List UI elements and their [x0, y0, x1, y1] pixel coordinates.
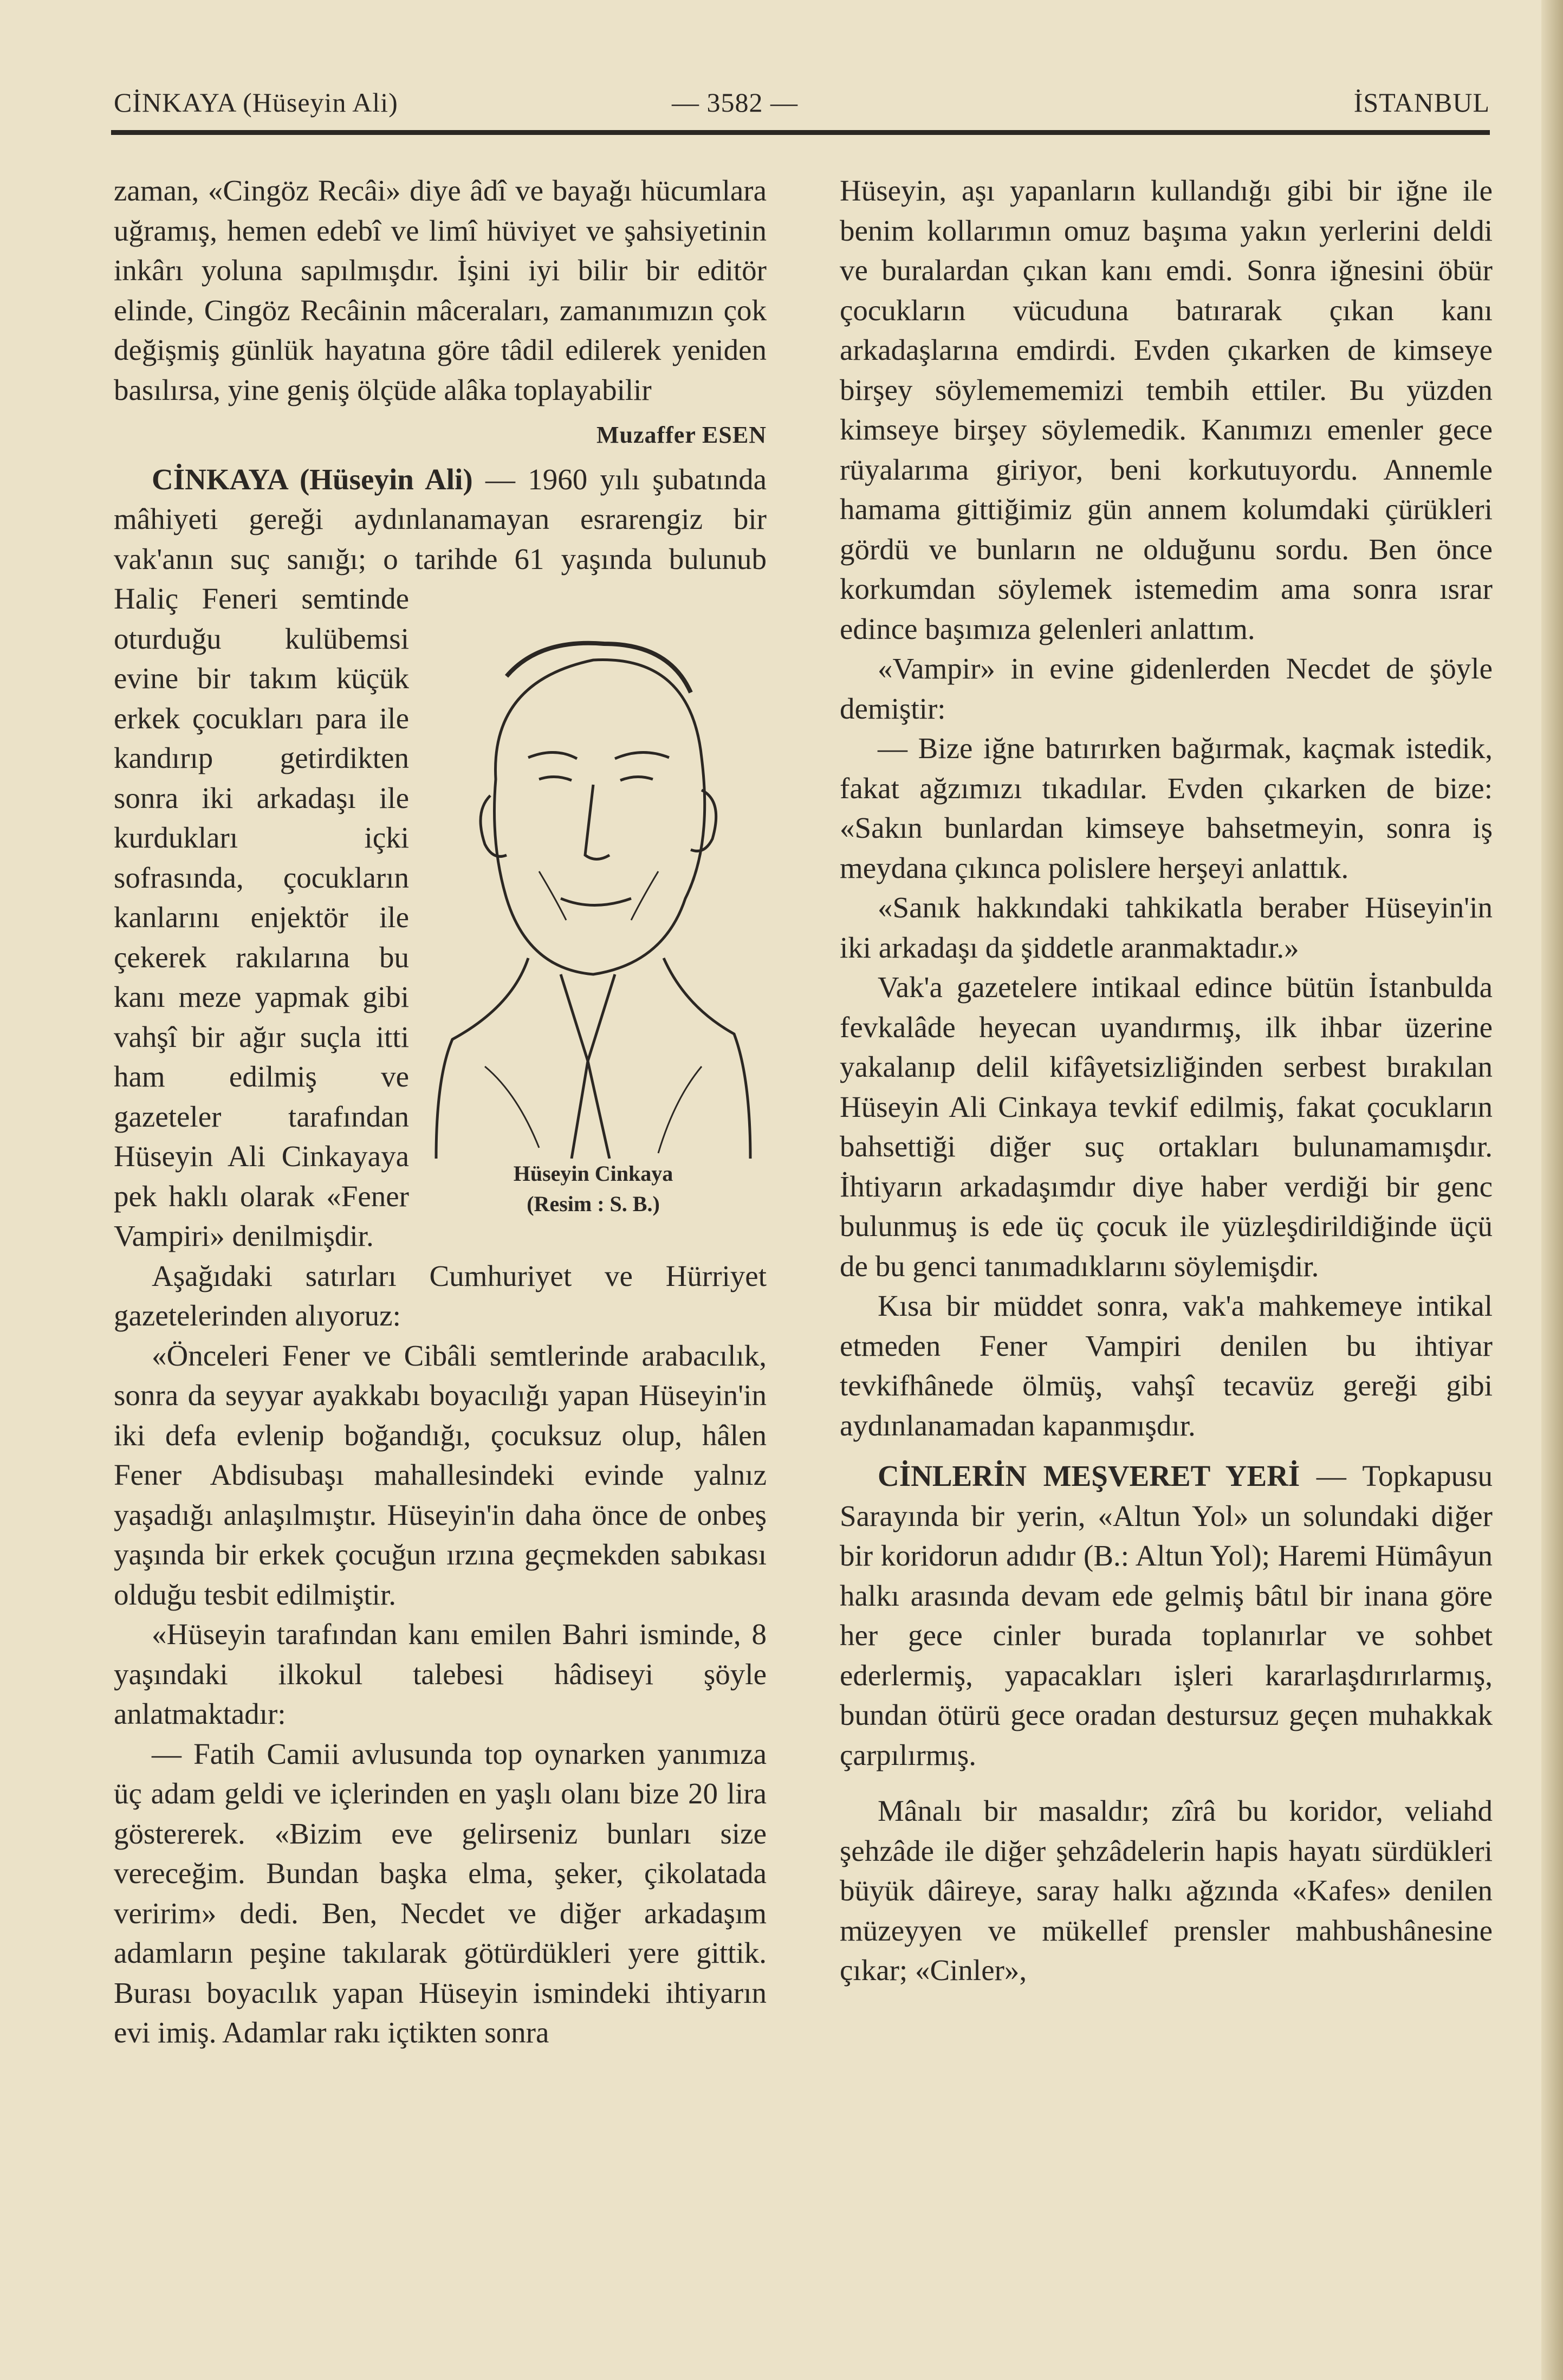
- paragraph: — Bize iğne batırırken bağırmak, kaçmak istedik, fakat ağzımızı tıkadılar. Evden çıkarken de bize: «Sakın bunlardan kimseye bahsetmeyin, sonra iş meydana çıkınca polislere herşeyi anlattık.: [840, 732, 1493, 884]
- page-number: — 3582 —: [672, 87, 798, 118]
- entry-text: — 1960 yılı şubatında mâhiyeti gereği aydınlanamayan esrarengiz bir vak'anın suç sanığı; o tarihde 61 yaşında bulunub Haliç Feneri semtinde oturduğu kulübemsi evine bir takım küçük erkek çocukları para ile kandırıp getirdikten sonra iki arkadaşı ile kurdukları içki sofrasında, çocukların kanlarını enjektör ile çekerek rakılarına bu kanı meze yapmak gibi vahşî bir ağır suçla itti ham edilmiş ve gazeteler tarafından Hüseyin Ali Cinkayaya pek haklı olarak «Fener Vampiri» denilmişdir.: [114, 462, 767, 1252]
- portrait-figure: [420, 460, 767, 1240]
- right-column: [840, 171, 1493, 1990]
- author-signature: Muzaffer ESEN: [596, 422, 767, 448]
- paragraph: «Önceleri Fener ve Cibâli semtlerinde arabacılık, sonra da seyyar ayakkabı boyacılığı yapan Hüseyin'in iki defa evlenip boğandığı, çocuksuz olup, hâlen Fener Abdisubaşı mahallesindeki evinde yalnız yaşadığı anlaşılmıştır. Hüseyin'in daha önce de onbeş yaşında bir erkek çocuğun ırzına geçmekden sabıkası olduğu tesbit edilmiştir.: [114, 1338, 767, 1611]
- portrait-caption-credit: (Resim : S. B.): [527, 1191, 660, 1216]
- paragraph: Kısa bir müddet sonra, vak'a mahkemeye intikal etmeden Fener Vampiri denilen bu ihtiyar tevkifhânede ölmüş, vahşî tecavüz gereği gibi aydınlanamadan kapanmışdır.: [840, 1289, 1493, 1442]
- paragraph: «Vampir» in evine gidenlerden Necdet de şöyle demiştir:: [840, 652, 1493, 725]
- header-city: İSTANBUL: [1353, 87, 1490, 118]
- entry-title: CİNLERİN MEŞVERET YERİ: [878, 1459, 1300, 1492]
- header-rule: [111, 130, 1490, 135]
- entry-paragraph: [114, 460, 767, 1256]
- paragraph: Vak'a gazetelere intikaal edince bütün İstanbulda fevkalâde heyecan uyandırmış, ilk ihbar üzerine yakalanıp delil kifâyetsizliğinden serbest bırakılan Hüseyin Ali Cinkaya tevkif edilmiş, fakat çocukların bahsettiği diğer suç ortakları bulunamamışdır. İhtiyarın arkadaşımdır diye haber verdiği bir genc bulunmuş is ede üç çocuk ile yüzleşdirildiğinde üçü de bu genci tanımadıklarını söylemişdir.: [840, 971, 1493, 1283]
- entry-text: — Topkapusu Sarayında bir yerin, «Altun Yol» un solundaki diğer bir koridorun adıdır (B.: Altun Yol); Haremi Hümâyun halkı arasında devam ede gelmiş bâtıl bir inana göre her gece cinler burada toplanırlar ve sohbet ederlermiş, yapacakları işleri kararlaşdırırlarmış, bundan ötürü gece oradan destursuz geçen muhakkak çarpılırmış.: [840, 1459, 1493, 1771]
- paragraph: Aşağıdaki satırları Cumhuriyet ve Hürriyet gazetelerinden alıyoruz:: [114, 1259, 767, 1332]
- paragraph: — Fatih Camii avlusunda top oynarken yanımıza üç adam geldi ve içlerinden en yaşlı olanı bize 20 lira göstererek. «Bizim eve gelirseniz bunları size vereceğim. Bundan başka elma, şeker, çikolatada veririm» dedi. Ben, Necdet ve diğer arkadaşım adamların peşine takılarak götürdükleri yere gittik. Burası boyacılık yapan Hüseyin ismindeki ihtiyarın evi imiş. Adamlar rakı içtikten sonra: [114, 1737, 767, 2049]
- running-header: [114, 87, 1490, 125]
- left-column: [114, 171, 767, 2053]
- paragraph: «Sanık hakkındaki tahkikatla beraber Hüseyin'in iki arkadaşı da şiddetle aranmaktadır.»: [840, 891, 1493, 964]
- entry-paragraph: [840, 1456, 1493, 1775]
- paragraph: zaman, «Cingöz Recâi» diye âdî ve bayağı hücumlara uğramış, hemen edebî ve limî hüviyet ve şahsiyetinin inkârı yoluna sapılmışdır. İşini iyi bilir bir editör elinde, Cingöz Recâinin mâceraları, zamanımızın çok değişmiş günlük hayatına göre tâdil edilerek yeniden basılırsa, yine geniş ölçüde alâka toplayabilir: [114, 174, 767, 406]
- entry-title: CİNKAYA (Hüseyin Ali): [152, 462, 473, 496]
- paragraph: Hüseyin, aşı yapanların kullandığı gibi bir iğne ile benim kollarımın omuz başıma yakın yerlerini deldi ve buralardan çıkan kanı emdi. Sonra iğnesini öbür çocukların vücuduna batırarak çıkan kanı arkadaşlarına emdirdi. Evden çıkarken de kimseye birşey söylemememizi tembih ettiler. Bu yüzden kimseye birşey söylemedik. Kanımızı emenler gece rüyalarıma giriyor, beni korkutuyordu. Annemle hamama gittiğimiz gün annem kolumdaki çürükleri gördü ve bunların ne olduğunu sordu. Ben önce korkumdan söylemek istemedim ama sonra ısrar edince başımıza gelenleri anlattım.: [840, 174, 1493, 645]
- portrait-sketch: [431, 617, 756, 1159]
- page-edge: [1541, 0, 1563, 2380]
- paragraph: «Hüseyin tarafından kanı emilen Bahri isminde, 8 yaşındaki ilkokul talebesi hâdiseyi şöyle anlatmaktadır:: [114, 1618, 767, 1730]
- paragraph: Mânalı bir masaldır; zîrâ bu koridor, veliahd şehzâde ile diğer şehzâdelerin hapis hayatı sürdükleri büyük dâireye, saray halkı ağzında «Kafes» denilen müzeyyen ve mükellef prensler mahbushânesine çıkar; «Cinler»,: [840, 1794, 1493, 1987]
- header-entry: CİNKAYA (Hüseyin Ali): [114, 87, 398, 118]
- portrait-caption-name: Hüseyin Cinkaya: [513, 1161, 673, 1186]
